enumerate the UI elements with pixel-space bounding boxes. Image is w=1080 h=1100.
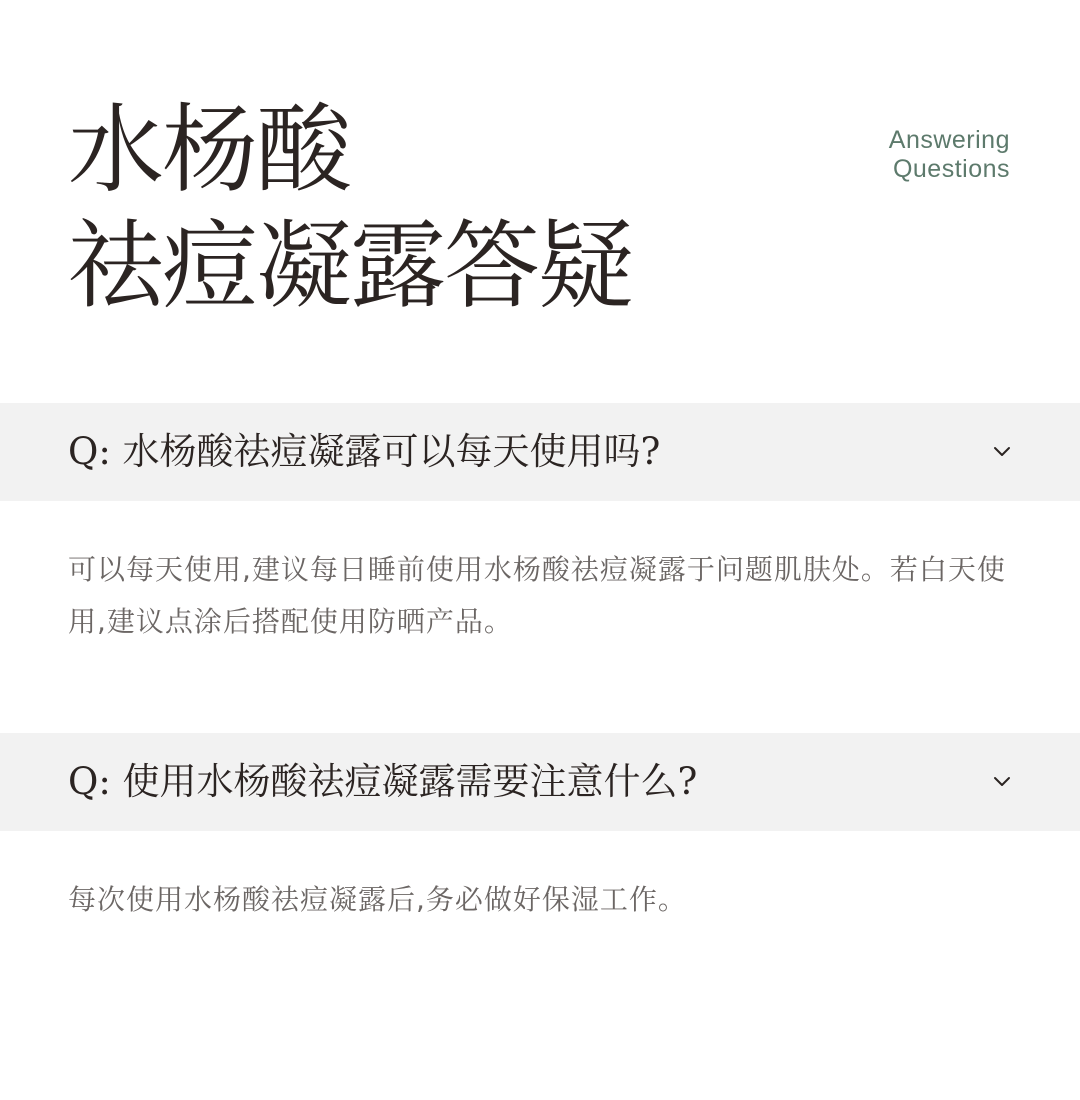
faq-question-1[interactable] [0,403,1080,501]
page-title [68,92,632,324]
faq-question-text: Q: 使用水杨酸祛痘凝露需要注意什么? [68,760,698,803]
page-title-line-1: 水杨酸 [68,94,350,206]
page-subtitle [889,126,1010,184]
faq-question-2[interactable] [0,733,1080,831]
faq-answer-2: 每次使用水杨酸祛痘凝露后,务必做好保湿工作。 [68,883,687,916]
faq-question-text: Q: 水杨酸祛痘凝露可以每天使用吗? [68,430,661,473]
chevron-down-icon[interactable] [992,442,1012,462]
page-title-line-2: 祛痘凝露答疑 [68,210,632,322]
page-subtitle-line-2: Questions [892,155,1010,183]
page-subtitle-line-1: Answering [888,126,1010,154]
chevron-down-icon[interactable] [992,772,1012,792]
page-header [0,0,1080,400]
faq-answer-1: 可以每天使用,建议每日睡前使用水杨酸祛痘凝露于问题肌肤处。若白天使用,建议点涂后搭配使用防晒产品。 [68,553,1006,638]
